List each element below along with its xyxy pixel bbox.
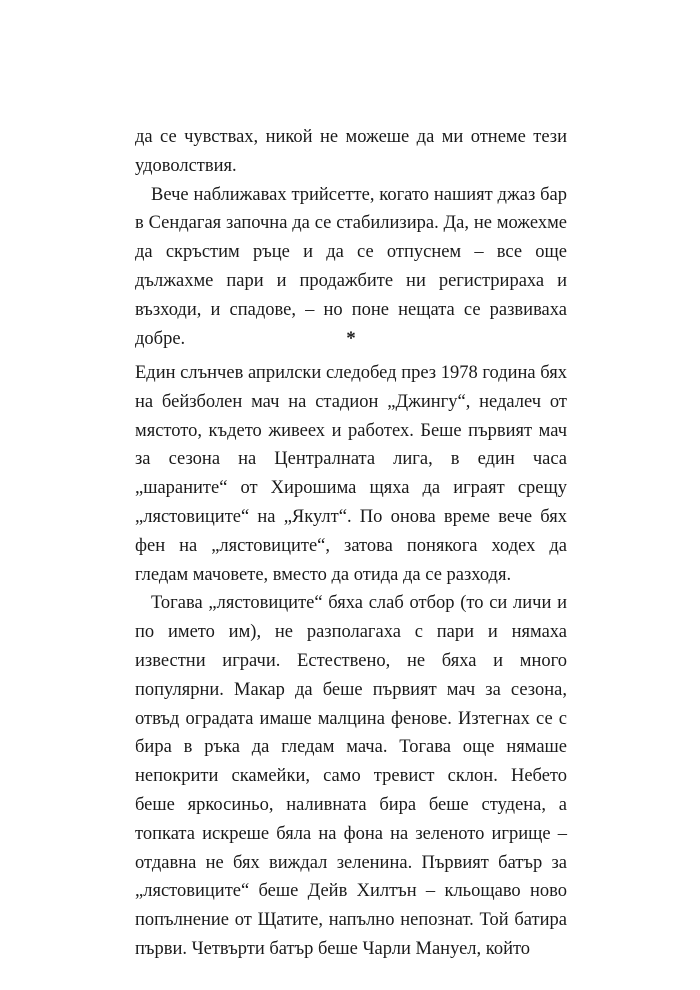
paragraph-jazz-bar: Вече наближавах трийсетте, когато нашият джаз бар в Сендагая започна да се стабилизира. Да, не можехме да скръстим ръце и да се отпуснем – все още дължахме пари и продажбите ни регистрираха и възходи, и спадове, – но поне нещата се развиваха добре. xyxy=(135,184,567,349)
paragraph-baseball-game: Един слънчев априлски следобед през 1978 година бях на бейзболен мач на стадион „Джингу“, недалеч от мястото, където живеех и работех. Беше първият мач за сезона на Централната лига, в един часа „шараните“ от Хирошима щяха да играят срещу „лястовиците“ на „Якулт“. По онова време вече бях фен на „лястовиците“, затова понякога ходех да гледам мачовете, вместо да отида да се разходя. xyxy=(135,363,567,585)
section-separator: * xyxy=(346,328,356,349)
paragraph-continuation: да се чувствах, никой не можеше да ми отнеме тези удоволствия. xyxy=(135,127,567,176)
paragraph-swallows-team: Тогава „лястовиците“ бяха слаб отбор (то си личи и по името им), не разполагаха с пари и нямаха известни играчи. Естествено, не бяха и много популярни. Макар да беше първият мач за сезона, отвъд оградата имаше малцина фенове. Изтегнах се с бира в ръка да гледам мача. Тогава още нямаше непокрити скамейки, само тревист склон. Небето беше яркосиньо, наливната бира беше студена, а топката искреше бяла на фона на зеленото игрище – отдавна не бях виждал зеленина. Първият батър за „лястовиците“ беше Дейв Хилтън – кльощаво ново попълнение от Щатите, напълно непознат. Той батира първи. Четвърти батър беше Чарли Мануел, който xyxy=(135,593,567,959)
section-two-text xyxy=(135,359,567,964)
section-one-text xyxy=(135,123,567,353)
